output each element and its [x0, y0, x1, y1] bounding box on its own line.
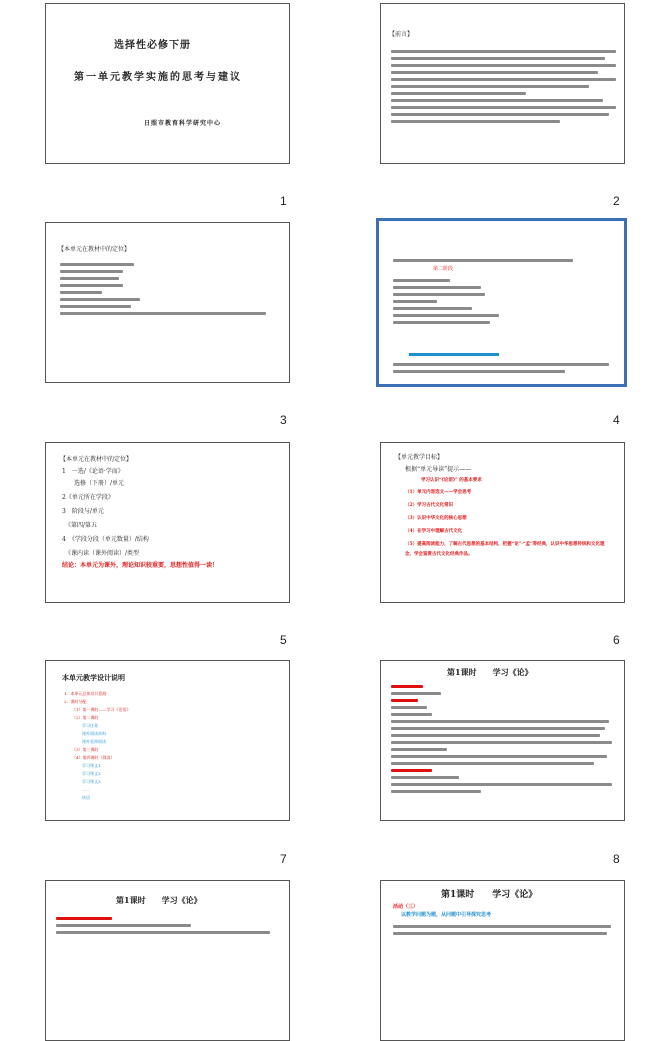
slide-highlight: 第二阶段: [433, 266, 454, 272]
slide-title: 第1课时 学习《论》: [447, 667, 533, 677]
list-item: ……: [78, 787, 90, 792]
slide-thumbnail-2[interactable]: [380, 3, 625, 164]
list-item: （1）第一课时——学习《论语》: [72, 707, 131, 712]
slide-thumbnail-8[interactable]: [380, 660, 625, 821]
list-item: 《第四/第五: [62, 522, 98, 529]
slide-title: 选择性必修下册: [114, 40, 191, 51]
slide-author: 日照市教育科学研究中心: [144, 120, 222, 127]
slide-heading: 【本单元在教材中的定位】: [60, 456, 133, 463]
list-item: 结语: [78, 795, 90, 800]
slide-number: 6: [613, 633, 620, 647]
list-item: 学习任务: [78, 723, 98, 728]
slide-body-text: [393, 921, 618, 939]
list-item: 课外阅读材料: [78, 731, 106, 736]
slide-heading: 【前言】: [389, 31, 414, 38]
goal-item: （3）认识中华文化的核心思想: [405, 516, 467, 521]
list-item: （2）第二课时: [72, 715, 99, 720]
goal-item: 学习认识“《论语》” 的基本要求: [421, 478, 482, 483]
slide-thumbnail-10[interactable]: [380, 880, 625, 1041]
list-item: 学习课文3: [78, 779, 101, 784]
list-item: 选修（下册）/单元: [62, 480, 125, 487]
goal-item: （5）提高阅读能力，了解古代思想的基本结构，把握“论”·“孟”等经典，认识中华思想传统和文化理念，学会鉴赏古代文化经典作品。: [405, 542, 605, 557]
slide-number: 8: [613, 852, 620, 866]
slide-subheading: 根据“单元导读”提示——: [405, 466, 472, 473]
slide-title: 本单元教学设计说明: [62, 673, 125, 682]
slide-body-text: [60, 259, 270, 319]
list-item: 2．课时分配: [64, 699, 87, 704]
list-item: 《课内读（课外阅读）/类型: [62, 550, 140, 557]
list-item: 学习课文2: [78, 771, 101, 776]
slide-heading: 【单元教学目标】: [395, 454, 444, 461]
list-item: 课外延伸阅读: [78, 739, 106, 744]
list-item: 学习课文1: [78, 763, 101, 768]
slide-body-text: [393, 359, 613, 377]
slide-thumbnail-4[interactable]: [376, 218, 627, 387]
slide-thumbnail-7[interactable]: [45, 660, 290, 821]
list-item: （4）第四课时（阅读）: [72, 755, 115, 760]
slide-body-text: 以教学问题为题，从问题中引导探究思考: [401, 912, 492, 918]
slide-subheading: 活动（三）: [393, 904, 419, 910]
slide-thumbnail-6[interactable]: [380, 442, 625, 603]
slide-thumbnail-9[interactable]: [45, 880, 290, 1041]
slide-number: 2: [613, 194, 620, 208]
slide-thumbnail-3[interactable]: [45, 222, 290, 383]
list-item: 1 一选/《论语·学而》: [62, 468, 124, 475]
slide-body-text: [409, 353, 499, 356]
slide-body-text: [56, 913, 281, 938]
goal-item: （2）学习古代文化常识: [405, 503, 454, 508]
slide-body-text: [393, 255, 613, 266]
slide-number: 1: [280, 194, 287, 208]
list-item: 3 阶段与/单元: [62, 508, 104, 515]
slide-number: 4: [613, 413, 620, 427]
list-item: 2《单元所在学段》: [62, 494, 114, 501]
slide-thumbnail-5[interactable]: [45, 442, 290, 603]
slide-body-text: [393, 275, 613, 328]
slide-number: 5: [280, 633, 287, 647]
slide-body-text: [391, 46, 616, 127]
slide-subtitle: 第一单元教学实施的思考与建议: [74, 72, 242, 83]
slide-title: 第1课时 学习《论》: [116, 895, 202, 905]
slide-number: 3: [280, 413, 287, 427]
list-item: （3）第三课时: [72, 747, 99, 752]
slide-number: 7: [280, 852, 287, 866]
goal-item: （4）在学习中理解古代文化: [405, 529, 463, 534]
list-item: 1．本单元总体设计思路: [64, 691, 107, 696]
slide-thumbnail-1[interactable]: [45, 3, 290, 164]
goal-item: （1）单元内容选文——学会思考: [405, 490, 472, 495]
slide-heading: 【本单元在教材中的定位】: [58, 246, 131, 253]
list-item: 4 《学段分段（单元数量）/结构: [62, 536, 149, 543]
slide-conclusion: 结论：本单元为课外，理论知识较重要，思想性值得一读！: [62, 562, 219, 569]
slide-body-text: [391, 681, 616, 797]
slide-title: 第1课时 学习《论》: [441, 890, 538, 900]
